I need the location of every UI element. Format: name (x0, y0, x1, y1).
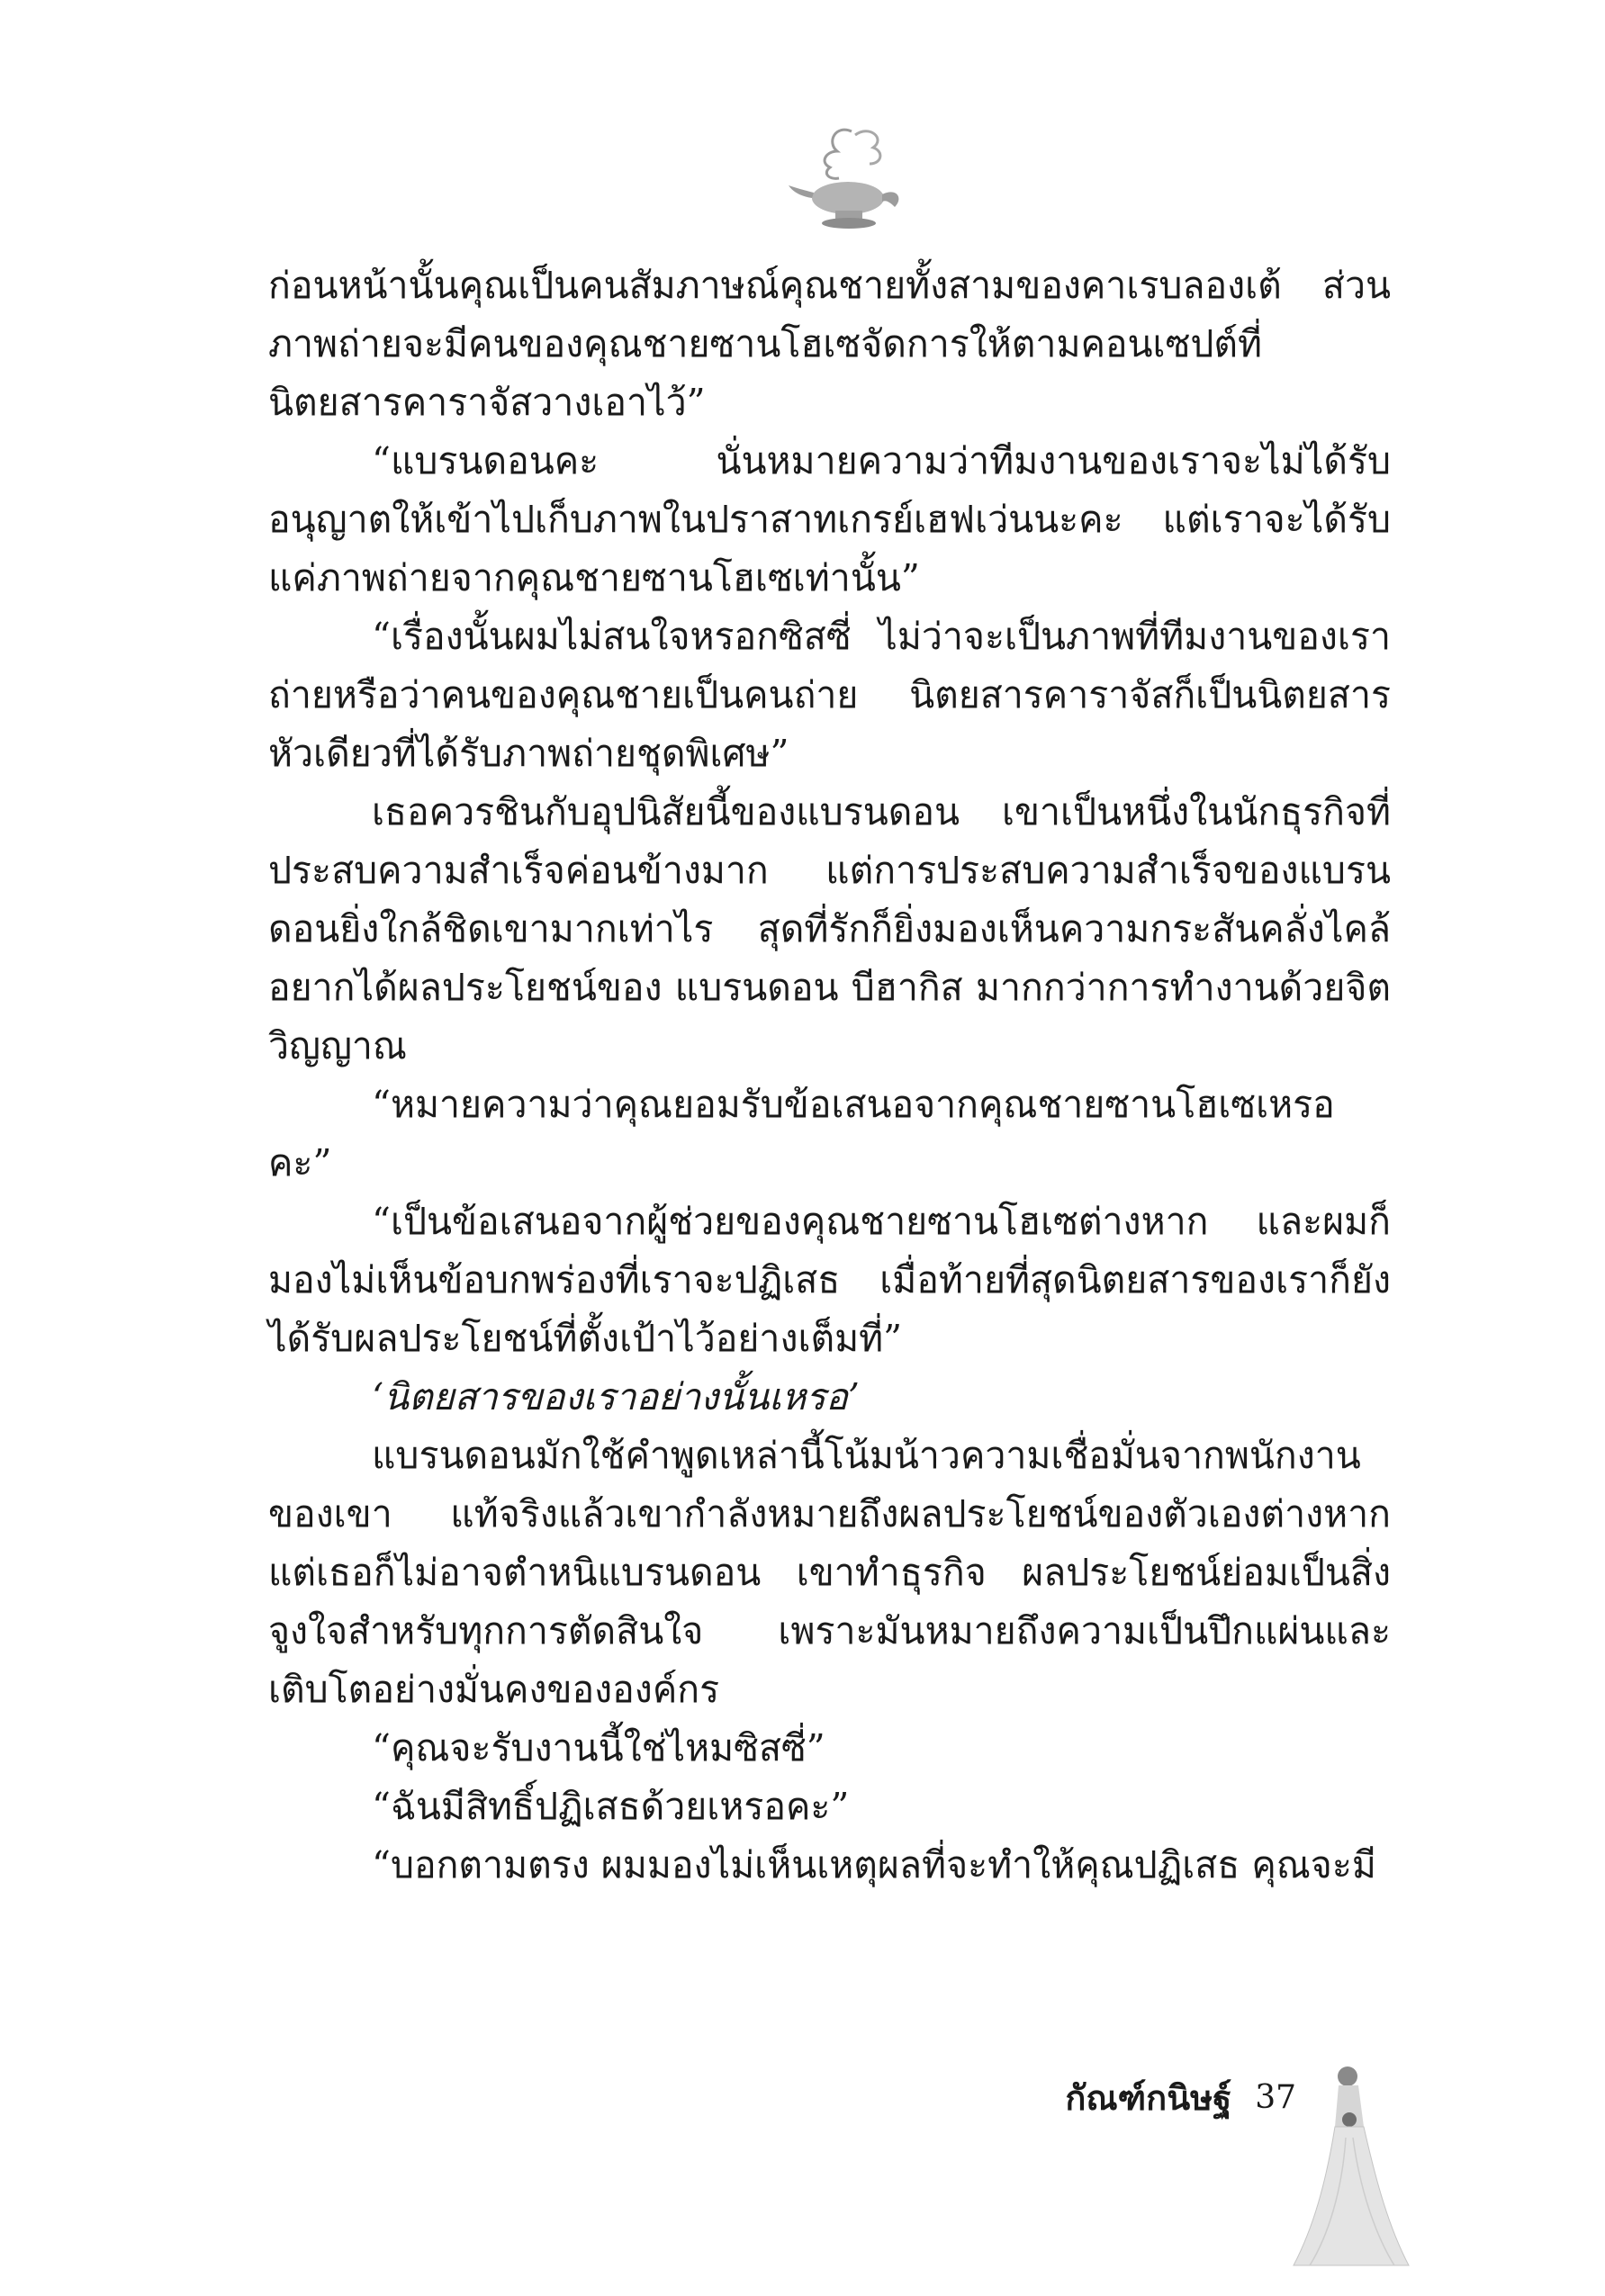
bride-figure-icon (1283, 2057, 1418, 2273)
paragraph: “หมายความว่าคุณยอมรับข้อเสนอจากคุณชายซานโฮเซเหรอคะ” (268, 1083, 1335, 1184)
paragraph: ‘นิตยสารของเราอย่างนั้นเหรอ’ (372, 1375, 860, 1418)
paragraph: แบรนดอนมักใช้คำพูดเหล่านี้โน้มน้าวความเชื่อมั่นจากพนักงานของเขา แท้จริงแล้วเขากำลังหมายถึงผลประโยชน์ของตัวเองต่างหาก แต่เธอก็ไม่อาจตำหนิแบรนดอน เขาทำธุรกิจ ผลประโยชน์ย่อมเป็นสิ่งจูงใจสำหรับทุกการตัดสินใจ เพราะมันหมายถึงความเป็นปึกแผ่นและเติบโตอย่างมั่นคงขององค์กร (268, 1434, 1391, 1711)
body-text (268, 257, 1391, 1895)
paragraph: “เป็นข้อเสนอจากผู้ช่วยของคุณชายซานโฮเซต่างหาก และผมก็มองไม่เห็นข้อบกพร่องที่เราจะปฏิเสธ เมื่อท้ายที่สุดนิตยสารของเราก็ยังได้รับผลประโยชน์ที่ตั้งเป้าไว้อย่างเต็มที่” (268, 1200, 1391, 1360)
page-footer (1035, 2070, 1296, 2124)
paragraph: “บอกตามตรง ผมมองไม่เห็นเหตุผลที่จะทำให้คุณปฏิเสธ คุณจะมี (372, 1843, 1376, 1886)
paragraph: “เรื่องนั้นผมไม่สนใจหรอกซิสซี่ ไม่ว่าจะเป็นภาพที่ทีมงานของเราถ่ายหรือว่าคนของคุณชายเป็นคนถ่าย นิตยสารคาราจัสก็เป็นนิตยสารหัวเดียวที่ได้รับภาพถ่ายชุดพิเศษ” (268, 615, 1391, 775)
paragraph: “แบรนดอนคะ นั่นหมายความว่าทีมงานของเราจะไม่ได้รับอนุญาตให้เข้าไปเก็บภาพในปราสาทเกรย์เฮฟเว่นนะคะ แต่เราจะได้รับแค่ภาพถ่ายจากคุณชายซานโฮเซเท่านั้น” (268, 439, 1391, 599)
paragraph: ก่อนหน้านั้นคุณเป็นคนสัมภาษณ์คุณชายทั้งสามของคาเรบลองเต้ ส่วนภาพถ่ายจะมีคนของคุณชายซานโฮเซจัดการให้ตามคอนเซปต์ที่นิตยสารคาราจัสวางเอาไว้” (268, 264, 1391, 424)
paragraph: “คุณจะรับงานนี้ใช่ไหมซิสซี่” (372, 1726, 825, 1769)
paragraph: เธอควรชินกับอุปนิสัยนี้ของแบรนดอน เขาเป็นหนึ่งในนักธุรกิจที่ประสบความสำเร็จค่อนข้างมาก แต่การประสบความสำเร็จของแบรนดอนยิ่งใกล้ชิดเขามากเท่าไร สุดที่รักก็ยิ่งมองเห็นความกระสันคลั่งไคล้อยากได้ผลประโยชน์ของ แบรนดอน บีฮากิส มากกว่าการทำงานด้วยจิตวิญญาณ (268, 790, 1391, 1067)
author-name: กัณฑ์กนิษฐ์ (1065, 2077, 1232, 2118)
paragraph: “ฉันมีสิทธิ์ปฏิเสธด้วยเหรอคะ” (372, 1785, 850, 1828)
genie-lamp-icon (772, 115, 916, 232)
page-number: 37 (1255, 2078, 1296, 2116)
